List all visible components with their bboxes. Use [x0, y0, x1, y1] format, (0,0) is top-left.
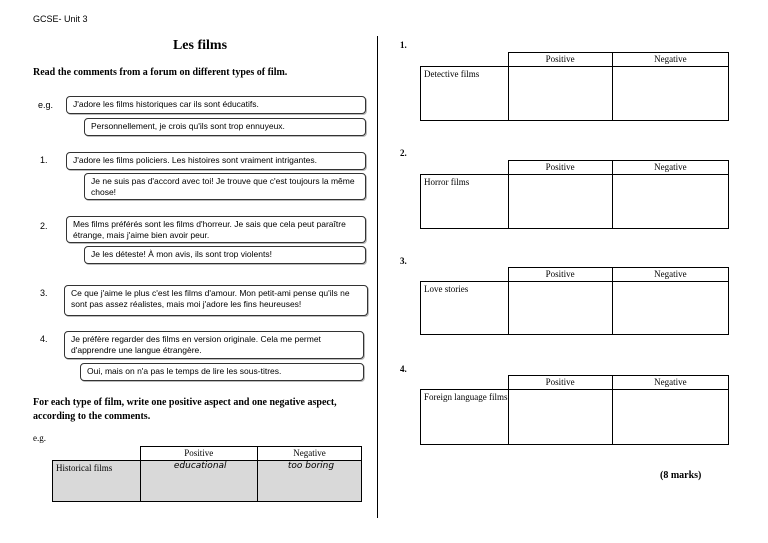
positive-answer-cell[interactable]	[508, 67, 612, 121]
forum-comment: Je préfère regarder des films en version originale. Cela me permet d'apprendre une langue étrangère.	[64, 331, 364, 359]
comment-number: 4.	[40, 334, 48, 344]
example-table	[52, 446, 362, 502]
negative-answer-cell[interactable]	[612, 390, 728, 445]
task-instruction: For each type of film, write one positive aspect and one negative aspect, according to the comments.	[33, 397, 337, 422]
forum-reply: Personnellement, je crois qu'ils sont trop ennuyeux.	[84, 118, 366, 136]
forum-reply: Oui, mais on n'a pas le temps de lire les sous-titres.	[80, 363, 364, 381]
positive-header: Positive	[508, 53, 612, 67]
positive-header: Positive	[140, 447, 257, 461]
example-negative-answer: too boring	[257, 461, 361, 502]
question-number: 1.	[400, 40, 407, 50]
negative-header: Negative	[612, 161, 728, 175]
question-number: 3.	[400, 256, 407, 266]
negative-header: Negative	[612, 53, 728, 67]
column-divider	[377, 36, 378, 518]
comment-number: 2.	[40, 221, 48, 231]
forum-reply: Je les déteste! À mon avis, ils sont trop violents!	[84, 246, 366, 264]
answer-table-detective	[420, 52, 729, 121]
forum-comment: J'adore les films historiques car ils sont éducatifs.	[66, 96, 366, 114]
row-label-love: Love stories	[421, 282, 509, 335]
negative-header: Negative	[612, 376, 728, 390]
example-table-label: e.g.	[33, 433, 46, 443]
negative-answer-cell[interactable]	[612, 282, 728, 335]
answer-table-foreign	[420, 375, 729, 445]
row-label-detective: Detective films	[421, 67, 509, 121]
example-positive-answer: educational	[140, 461, 257, 502]
page-header: GCSE- Unit 3	[33, 14, 88, 24]
forum-comment: J'adore les films policiers. Les histoires sont vraiment intrigantes.	[66, 152, 366, 170]
row-label-horror: Horror films	[421, 175, 509, 229]
positive-answer-cell[interactable]	[508, 390, 612, 445]
positive-answer-cell[interactable]	[508, 282, 612, 335]
positive-header: Positive	[508, 161, 612, 175]
negative-answer-cell[interactable]	[612, 175, 728, 229]
comment-number: 1.	[40, 155, 48, 165]
marks-total: (8 marks)	[660, 470, 702, 481]
forum-comment: Ce que j'aime le plus c'est les films d'amour. Mon petit-ami pense qu'ils ne sont pas assez réalistes, mais moi j'adore les fins heureuses!	[64, 285, 368, 316]
question-number: 2.	[400, 148, 407, 158]
page-title: Les films	[172, 38, 228, 53]
answer-table-love	[420, 267, 729, 335]
positive-answer-cell[interactable]	[508, 175, 612, 229]
positive-header: Positive	[508, 376, 612, 390]
row-label-foreign: Foreign language films	[421, 390, 509, 445]
answer-table-horror	[420, 160, 729, 229]
question-number: 4.	[400, 364, 407, 374]
example-label: e.g.	[38, 100, 54, 110]
negative-header: Negative	[612, 268, 728, 282]
reading-instruction: Read the comments from a forum on different types of film.	[33, 67, 288, 78]
example-row-label: Historical films	[53, 461, 141, 502]
negative-answer-cell[interactable]	[612, 67, 728, 121]
negative-header: Negative	[257, 447, 361, 461]
forum-reply: Je ne suis pas d'accord avec toi! Je trouve que c'est toujours la même chose!	[84, 173, 366, 200]
positive-header: Positive	[508, 268, 612, 282]
comment-number: 3.	[40, 288, 48, 298]
forum-comment: Mes films préférés sont les films d'horreur. Je sais que cela peut paraître étrange, mais j'aime bien avoir peur.	[66, 216, 366, 243]
